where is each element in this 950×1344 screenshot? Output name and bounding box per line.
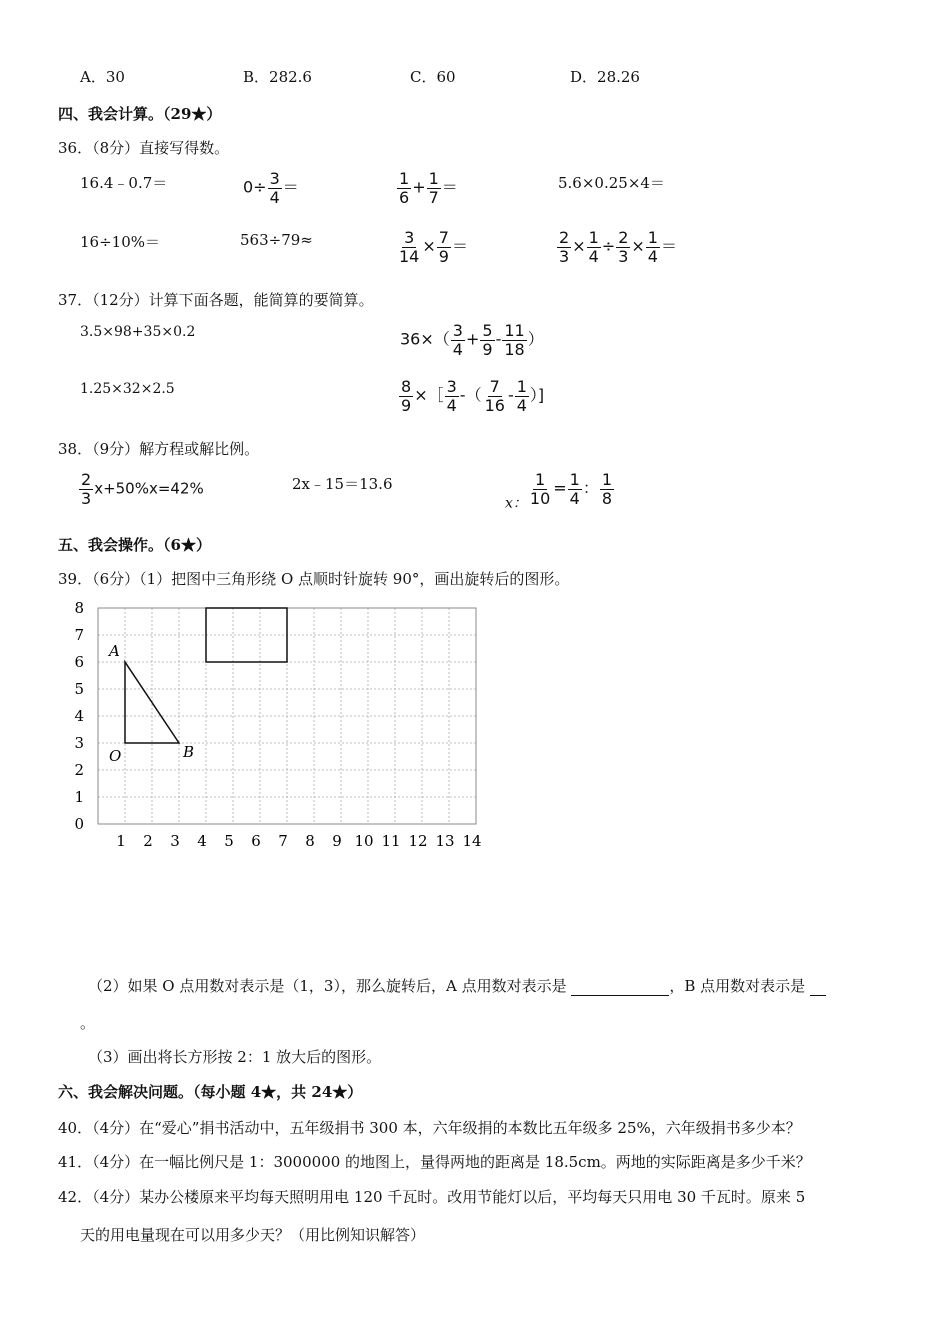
point-label-o: O [109, 747, 122, 765]
q37-expr-3: 36×（ $\frac{3}{4}$ + $\frac{5}{9}$ - $\frac{11}{18}$ ） [400, 321, 544, 359]
x-axis-labels [116, 832, 481, 850]
y-tick-label: 4 [74, 707, 84, 725]
x-tick-label: 2 [143, 832, 153, 850]
option-a: A．30 [80, 68, 125, 86]
q37-expr-1: 3.5×98+35×0.2 [80, 324, 196, 340]
x-tick-label: 8 [305, 832, 315, 850]
q38-eq-1: $\frac{2}{3}$ x+50%x=42% [81, 470, 204, 508]
q36-item-4: 5.6×0.25×4＝ [558, 174, 665, 192]
q38-header: 38．（9分）解方程或解比例。 [58, 440, 260, 458]
x-tick-label: 6 [251, 832, 261, 850]
x-tick-label: 1 [116, 832, 126, 850]
q36-item-8: $\frac{2}{3}$ × $\frac{1}{4}$ ÷ $\frac{2}{3}$ × $\frac{1}{4}$ ＝ [559, 228, 677, 266]
q41: 41．（4分）在一幅比例尺是 1：3000000 的地图上，量得两地的距离是 18.5cm。两地的实际距离是多少千米？ [58, 1153, 811, 1171]
coordinate-grid [60, 595, 500, 855]
answer-blank-a[interactable] [571, 981, 669, 996]
q36-item-1: 16.4﹣0.7＝ [80, 174, 168, 192]
x-tick-label: 3 [170, 832, 180, 850]
q39-header: 39．（6分）（1）把图中三角形绕 O 点顺时针旋转 90°，画出旋转后的图形。 [58, 570, 570, 588]
q39-part-2: （2）如果 O 点用数对表示是（1，3），那么旋转后，A 点用数对表示是 ，B 点用数对表示是 [88, 975, 826, 996]
section-4-title: 四、我会计算。（29★） [58, 105, 222, 123]
section-5-title: 五、我会操作。（6★） [58, 536, 211, 554]
x-tick-label: 4 [197, 832, 207, 850]
x-tick-label: 14 [462, 832, 482, 850]
q40: 40．（4分）在“爱心”捐书活动中，五年级捐书 300 本，六年级捐的本数比五年级多 25%，六年级捐书多少本？ [58, 1119, 801, 1137]
section-6-title: 六、我会解决问题。（每小题 4★，共 24★） [58, 1083, 363, 1101]
q36-item-3: $\frac{1}{6}$ + $\frac{1}{7}$ ＝ [399, 169, 458, 207]
q36-header: 36．（8分）直接写得数。 [58, 139, 230, 157]
y-tick-label: 5 [74, 680, 84, 698]
q36-item-6: 563÷79≈ [240, 231, 313, 249]
option-b: B．282.6 [243, 68, 312, 86]
point-label-a: A [109, 642, 120, 660]
q37-expr-4: $\frac{8}{9}$ ×［ $\frac{3}{4}$ -（ $\frac{7}{16}$ - $\frac{1}{4}$ ）] [401, 377, 545, 415]
y-tick-label: 2 [74, 761, 84, 779]
triangle-aob [125, 662, 179, 743]
x-tick-label: 7 [278, 832, 288, 850]
q36-item-7: $\frac{3}{14}$ × $\frac{7}{9}$ ＝ [399, 228, 468, 266]
q39-part-3: （3）画出将长方形按 2：1 放大后的图形。 [88, 1048, 382, 1066]
x-tick-label: 11 [381, 832, 401, 850]
point-label-b: B [183, 743, 195, 761]
y-tick-label: 0 [74, 815, 84, 833]
q37-expr-2: 1.25×32×2.5 [80, 381, 175, 397]
y-axis-labels [74, 599, 84, 833]
y-tick-label: 6 [74, 653, 84, 671]
y-tick-label: 8 [74, 599, 84, 617]
answer-blank-b[interactable] [810, 981, 826, 996]
q36-item-5: 16÷10%＝ [80, 233, 160, 251]
option-d: D．28.26 [570, 68, 640, 86]
q38-eq-3: x： $\frac{1}{10}$ = $\frac{1}{4}$ ： $\frac{1}{8}$ [505, 470, 613, 512]
option-c: C．60 [410, 68, 456, 86]
y-tick-label: 3 [74, 734, 84, 752]
y-tick-label: 1 [74, 788, 84, 806]
x-tick-label: 13 [435, 832, 455, 850]
x-tick-label: 10 [354, 832, 374, 850]
q39-part-2-end: 。 [80, 1014, 96, 1032]
q38-eq-2: 2x﹣15＝13.6 [292, 475, 393, 493]
x-tick-label: 5 [224, 832, 234, 850]
x-tick-label: 9 [332, 832, 342, 850]
q36-item-2: 0÷ $\frac{3}{4}$ ＝ [243, 169, 299, 207]
q37-header: 37．（12分）计算下面各题，能简算的要简算。 [58, 291, 374, 309]
q42-line-1: 42．（4分）某办公楼原来平均每天照明用电 120 千瓦时。改用节能灯以后，平均每天只用电 30 千瓦时。原来 5 [58, 1188, 806, 1206]
x-tick-label: 12 [408, 832, 428, 850]
q42-line-2: 天的用电量现在可以用多少天？（用比例知识解答） [80, 1226, 426, 1244]
y-tick-label: 7 [74, 626, 84, 644]
